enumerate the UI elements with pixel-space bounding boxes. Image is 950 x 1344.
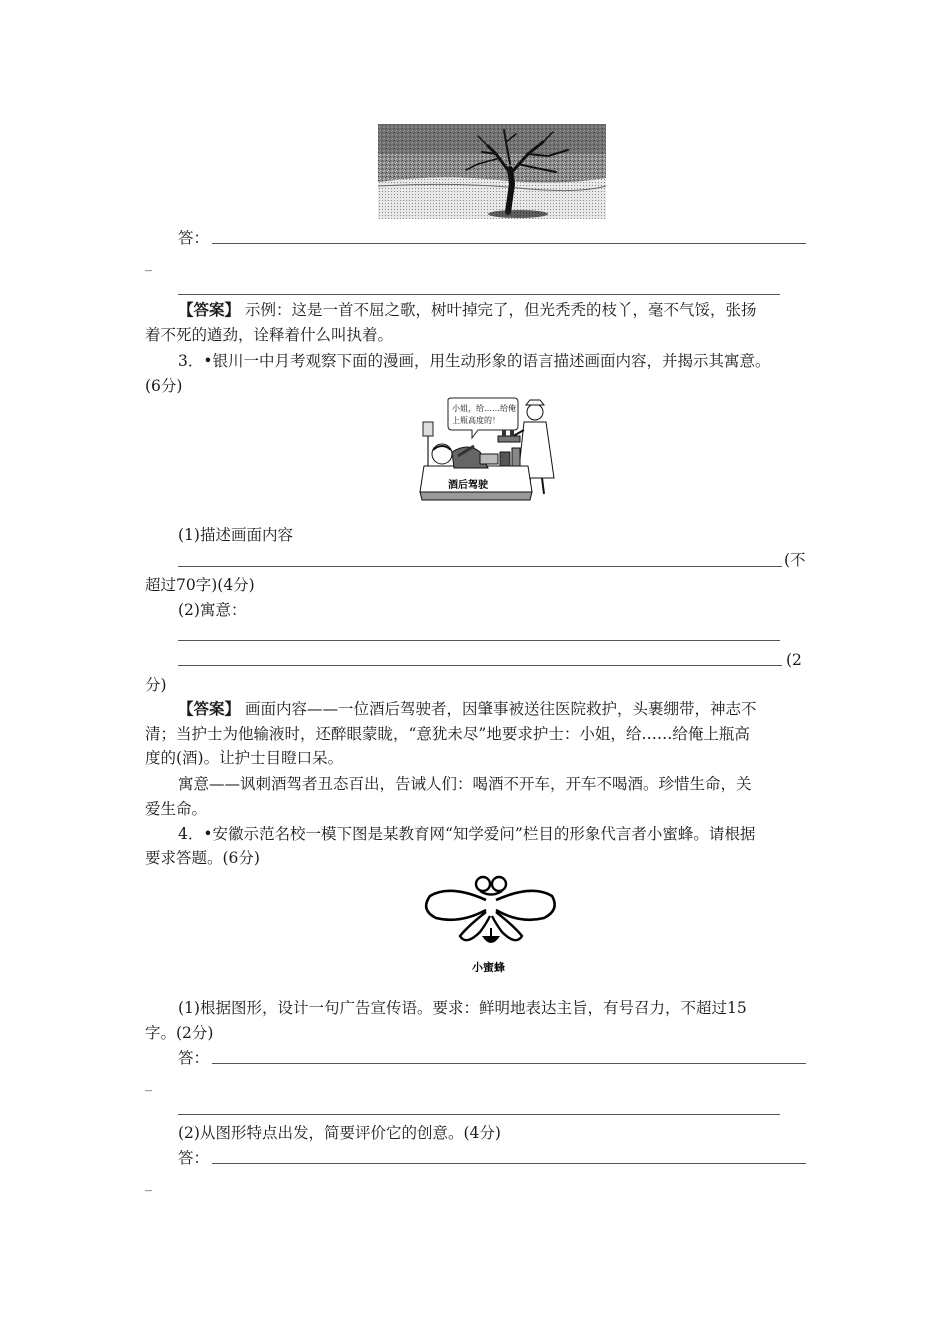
- q3-sub2-answer-line-2[interactable]: [178, 665, 782, 666]
- q4-sub2-dash: _: [145, 1176, 152, 1192]
- q3-answer-key-line1: [178, 697, 756, 721]
- q3-answer-key-line4: 寓意——讽刺酒驾者丑态百出，告诫人们：喝酒不开车，开车不喝酒。珍惜生命，关: [178, 775, 752, 793]
- q3-answer-key-line2: 清；当护士为他输液时，还醉眼蒙眬，“意犹未尽”地要求护士：小姐，给……给俺上瓶高: [145, 725, 750, 743]
- q4-sub1-dash: _: [145, 1076, 152, 1092]
- q2-answer-line-1[interactable]: [212, 243, 806, 244]
- q4-sub1-line1: (1)根据图形，设计一句广告宣传语。要求：鲜明地表达主旨，有号召力，不超过15: [178, 999, 747, 1017]
- q3-sub2-cont: 分): [145, 676, 167, 694]
- q3-sub1-answer-line[interactable]: [178, 566, 782, 567]
- tree-illustration: [378, 124, 606, 219]
- speech-line-1: 小姐，给……给俺: [452, 404, 516, 413]
- q4-sub2-answer-label: 答：: [178, 1149, 210, 1167]
- q4-sub2-answer-line[interactable]: [212, 1163, 806, 1164]
- q4-sub1-answer-label: 答：: [178, 1049, 210, 1067]
- q3-sub2-tail: (2: [786, 651, 802, 669]
- q2-answer-key-line1: [178, 298, 756, 322]
- q3-sub1-tail: (不: [784, 551, 806, 569]
- q2-answer-key-line2: 着不死的遒劲，诠释着什么叫执着。: [145, 326, 394, 344]
- answer-tag: 【答案】: [178, 300, 241, 319]
- q3-sub2-answer-line-1[interactable]: [178, 640, 780, 641]
- bee-caption: 小蜜蜂: [472, 961, 505, 974]
- q4-sub1-answer-line-2[interactable]: [178, 1114, 780, 1115]
- drunk-driving-cartoon: [418, 396, 558, 504]
- q3-answer-key-line5: 爱生命。: [145, 800, 208, 818]
- q4-sub2-label: (2)从图形特点出发，简要评价它的创意。(4分): [178, 1124, 501, 1142]
- q4-question-line1: 4．•安徽示范名校一模下图是某教育网“知学爱问”栏目的形象代言者小蜜蜂。请根据: [178, 825, 756, 843]
- q3-sub2-label: (2)寓意：: [178, 601, 247, 619]
- q2-key-text: 示例：这是一首不屈之歌，树叶掉完了，但光秃秃的枝丫，毫不气馁，张扬: [240, 301, 757, 319]
- q3-key-text: 画面内容——一位酒后驾驶者，因肇事被送往医院救护，头裹绷带，神志不: [240, 700, 757, 718]
- bee-logo: [420, 870, 560, 980]
- answer-tag: 【答案】: [178, 699, 241, 718]
- q3-question-line1: 3．•银川一中月考观察下面的漫画，用生动形象的语言描述画面内容，并揭示其寓意。: [178, 352, 771, 370]
- speech-line-2: 上瓶高度的！: [452, 416, 500, 425]
- q3-answer-key-line3: 度的(酒)。让护士目瞪口呆。: [145, 749, 344, 767]
- q4-sub1-answer-line-1[interactable]: [212, 1063, 806, 1064]
- q3-sub1-label: (1)描述画面内容: [178, 526, 293, 544]
- q4-question-line2: 要求答题。(6分): [145, 849, 260, 867]
- cartoon-caption: 酒后驾驶: [448, 480, 488, 491]
- q2-answer-line-2[interactable]: [178, 294, 780, 295]
- q3-question-line2: (6分): [145, 377, 183, 395]
- q2-answer-label: 答：: [178, 229, 210, 247]
- q2-dash: _: [145, 256, 152, 272]
- q3-sub1-cont: 超过70字)(4分): [145, 576, 255, 594]
- q4-sub1-line2: 字。(2分): [145, 1024, 214, 1042]
